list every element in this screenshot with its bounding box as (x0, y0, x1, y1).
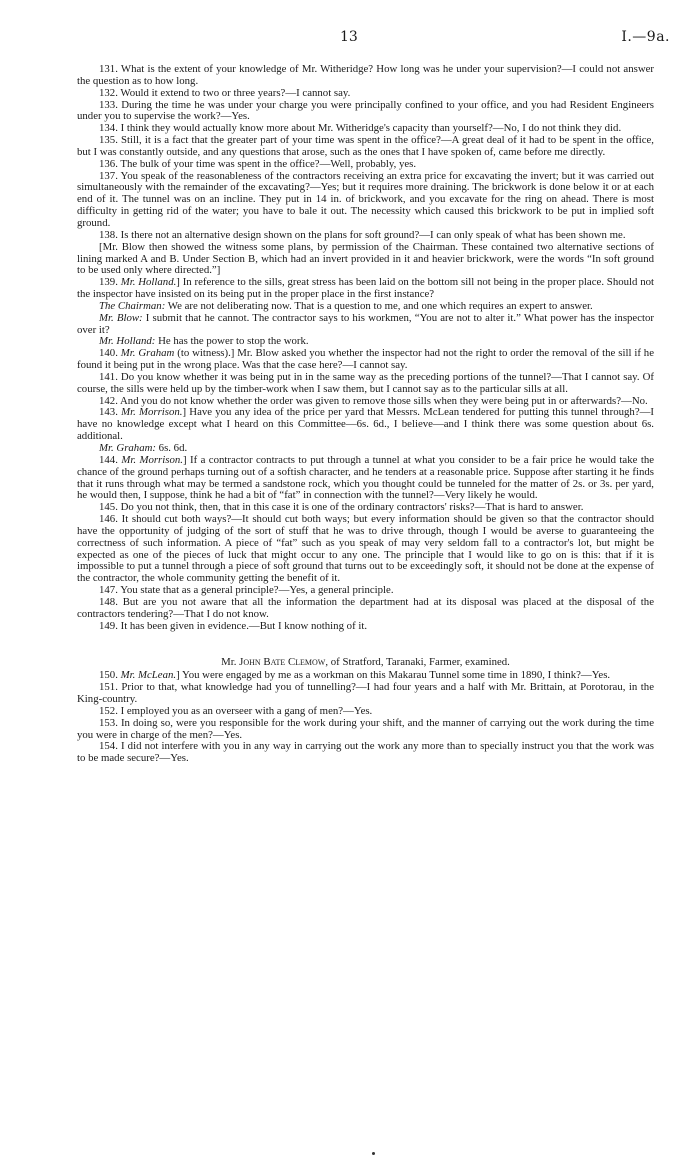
evidence-paragraph: 151. Prior to that, what knowledge had you of tunnelling?—I had four years and a half with Mr. Brittain, at Porotorau, in the King-country. (77, 681, 654, 706)
evidence-paragraph: 149. It has been given in evidence.—But I know nothing of it. (99, 619, 368, 632)
evidence-paragraph: Mr. Graham: 6s. 6d. (99, 442, 188, 454)
evidence-paragraph: The Chairman: We are not deliberating now. That is a question to me, and one which requires an expert to answer. (99, 299, 593, 312)
evidence-paragraph: 146. It should cut both ways?—It should cut both ways; but every information should be given so that the contractor should have the opportunity of judging of the sort of stuff that he was to drive through, though I would be averse to guaranteeing the correctness of such information. A piece of “fat” such as you speak of may very seldom fall to a contractor's lot, but might be expected as one of the pieces of luck that might occur to any one. The principle that I would like to go on is this: that if it is impossible to put a tunnel through a piece of soft ground that turns out to be exceedingly soft, it should not be done at the expense of the contractor, the whole community getting the benefit of it. (77, 513, 654, 585)
page-header (0, 29, 700, 49)
evidence-paragraph: 137. You speak of the reasonableness of the contractors receiving an extra price for excavating the invert; but it was carried out simultaneously with the remainder of the excavating?—Yes; but it requires more draining. The brickwork is done below it or at each end of it. The tunnel was on an incline. They put in 14 in. of brickwork, and you excavate for the ring on ahead. There is most difficulty in getting rid of the water; you have to bale it out. The necessity which caused this brickwork to be put in implied soft ground. (77, 169, 654, 229)
evidence-paragraph: 141. Do you know whether it was being put in in the same way as the preceding portions of the tunnel?—That I cannot say. Of course, the sills were held up by the timber-work when I saw them, but I cannot say as to the particular sills at all. (77, 370, 654, 395)
evidence-paragraph: 144. Mr. Morrison.] If a contractor contracts to put through a tunnel at what you consider to be a fair price he would take the chance of the ground perhaps turning out of a softish character, and he tenders at a reasonable price. Suppose after starting it he finds that it runs through what may be termed a sandstone rock, which you thought could be tunneled for the matter of 2s. or 3s. per yard, he would then, I suppose, think he had a bit of “fat” in connection with the tunnel?—Very likely he would. (77, 453, 655, 502)
evidence-paragraph: 134. I think they would actually know more about Mr. Witheridge's capacity than yourself?—No, I do not think they did. (99, 122, 622, 135)
evidence-paragraph: 135. Still, it is a fact that the greater part of your time was spent in the office?—A great deal of it had to be spent in the office, but I was constantly outside, and any questions that arose, such as the ones that I have spoken of, came before me directly. (77, 134, 654, 158)
document-body (77, 64, 654, 765)
speaker-name: Mr. Blow: (99, 311, 143, 324)
evidence-paragraph: 133. During the time he was under your charge you were principally confined to your office, and you had Resident Engineers under you to supervise the work?—Yes. (77, 98, 654, 123)
evidence-paragraph: 154. I did not interfere with you in any way in carrying out the work any more than to specially instruct you that the work was to be made secure?—Yes. (77, 740, 654, 765)
evidence-paragraph: Mr. Holland: He has the power to stop the work. (99, 335, 309, 348)
evidence-paragraph: 132. Would it extend to two or three years?—I cannot say. (99, 86, 351, 99)
page-mark (372, 1152, 375, 1155)
speaker-name: Mr. Morrison. (121, 453, 183, 466)
evidence-paragraph: 143. Mr. Morrison.] Have you any idea of the price per yard that Messrs. McLean tendered for putting this tunnel through?—I have no knowledge except what I heard on this Committee—6s. 6d., I believe—and I think there was some question about 6s. additional. (77, 406, 655, 443)
evidence-block-2 (77, 670, 654, 765)
evidence-paragraph: 153. In doing so, were you responsible for the work during your shift, and the manner of carrying out the work during the time you were in charge of the men?—Yes. (77, 716, 654, 741)
evidence-paragraph: [Mr. Blow then showed the witness some plans, by permission of the Chairman. These contained two alternative sections of lining marked A and B. Under Section B, which had an invert provided in it and heavier brickwork, were the words “In soft ground to be used only where directed.”] (77, 240, 654, 277)
evidence-paragraph: 147. You state that as a general principle?—Yes, a general principle. (99, 584, 394, 597)
speaker-name: Mr. McLean. (120, 669, 177, 682)
evidence-paragraph: 145. Do you not think, then, that in this case it is one of the ordinary contractors' risks?—That is hard to answer. (99, 501, 584, 514)
evidence-block-1 (77, 64, 654, 633)
speaker-name: Mr. Holland. (120, 276, 177, 289)
evidence-paragraph: 131. What is the extent of your knowledge of Mr. Witheridge? How long was he under your supervision?—I could not answer the question as to how long. (77, 63, 654, 87)
speaker-name: Mr. Graham: (99, 442, 156, 454)
series-reference: I.—9a. (621, 29, 670, 45)
evidence-paragraph: 150. Mr. McLean.] You were engaged by me as a workman on this Makarau Tunnel some time in 1890, I think?—Yes. (99, 669, 611, 682)
witness-heading: Mr. John Bate Clemow, of Stratford, Taranaki, Farmer, examined. (221, 655, 510, 668)
evidence-paragraph: 142. And you do not know whether the order was given to remove those sills when they were being put in or afterwards?—No. (99, 394, 648, 407)
witness-name: John Bate Clemow (239, 655, 326, 668)
speaker-name: Mr. Graham (120, 347, 175, 360)
evidence-paragraph: 140. Mr. Graham (to witness).] Mr. Blow asked you whether the inspector had not the right to order the removal of the sill if he found it being put in the wrong place. Was that the case here?—I cannot say. (77, 347, 654, 372)
evidence-paragraph: Mr. Blow: I submit that he cannot. The contractor says to his workmen, “You are not to alter it.” What power has the inspector over it? (77, 311, 655, 336)
evidence-paragraph: 136. The bulk of your time was spent in the office?—Well, probably, yes. (99, 157, 417, 170)
evidence-paragraph: 139. Mr. Holland.] In reference to the sills, great stress has been laid on the bottom sill not being in the proper place. Should not the inspector have insisted on its being put in the proper place in the first instance? (77, 276, 655, 301)
evidence-paragraph: 152. I employed you as an overseer with a gang of men?—Yes. (99, 704, 373, 717)
speaker-name: Mr. Morrison. (121, 406, 183, 419)
speaker-name: Mr. Holland: (99, 335, 156, 348)
evidence-paragraph: 138. Is there not an alternative design shown on the plans for soft ground?—I can only speak of what has been shown me. (99, 228, 626, 241)
page-number: 13 (340, 29, 358, 45)
speaker-name: The Chairman: (99, 299, 166, 312)
evidence-paragraph: 148. But are you not aware that all the information the department had at its disposal was placed at the disposal of the contractors tendering?—That I do not know. (77, 595, 654, 620)
